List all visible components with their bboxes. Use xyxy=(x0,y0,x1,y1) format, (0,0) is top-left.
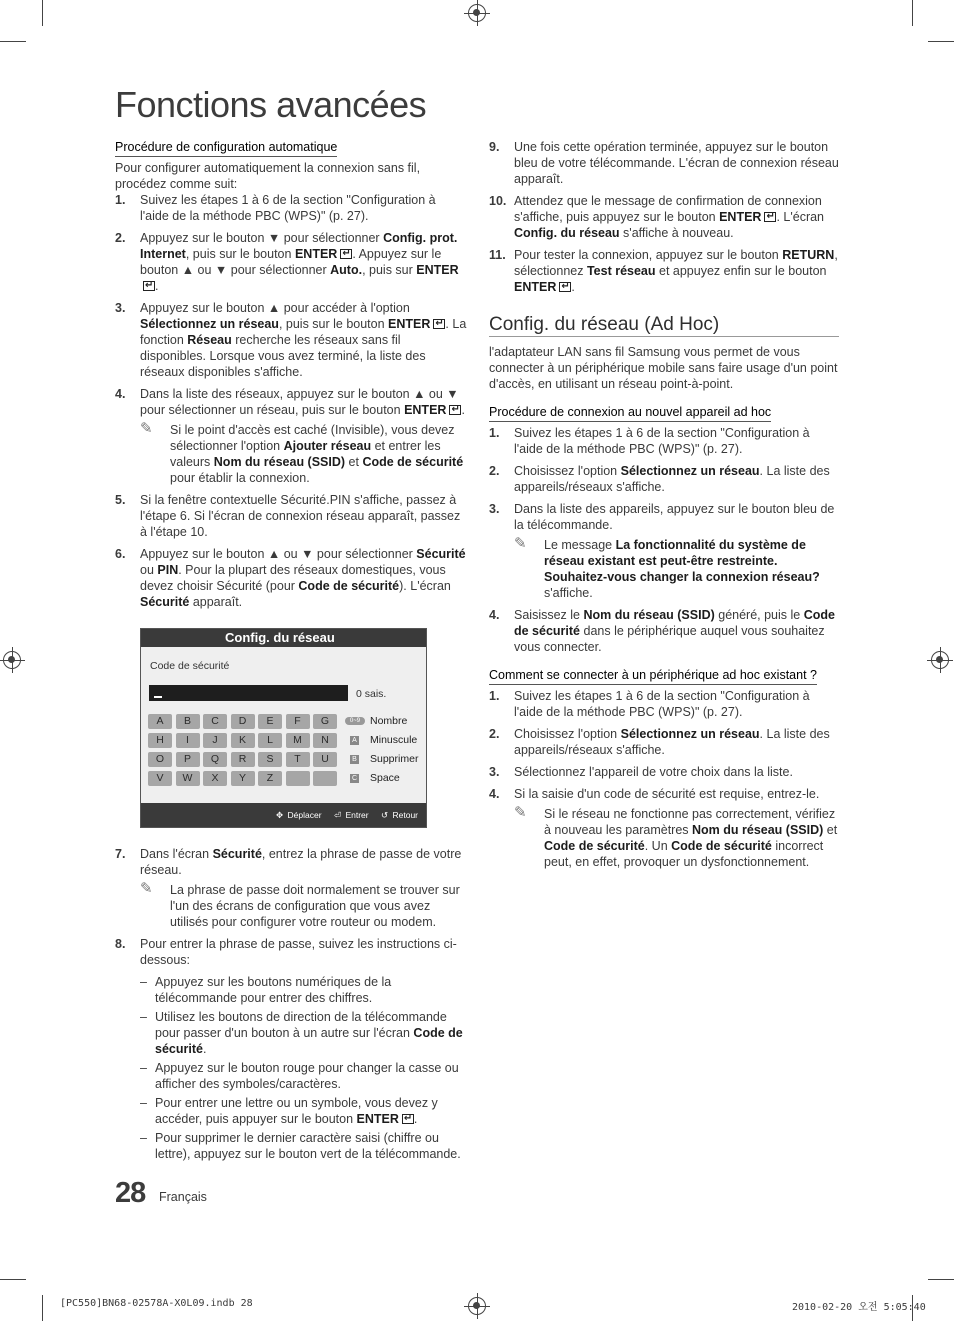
keyboard-key[interactable]: E xyxy=(258,714,282,729)
enter-icon: ⏎ xyxy=(333,810,342,820)
step-item xyxy=(115,386,467,486)
keyboard-key[interactable]: W xyxy=(176,771,200,786)
auto-config-intro: Pour configurer automatiquement la connexion sans fil, procédez comme suit: xyxy=(115,161,421,191)
footer-back: Retour xyxy=(392,810,418,820)
step-text: Suivez les étapes 1 à 6 de la section "Configuration à l'aide de la méthode PBC (WPS)" (p. 27). xyxy=(514,689,810,719)
dash-bullet: – xyxy=(140,975,147,989)
return-icon: ↺ xyxy=(380,810,389,820)
pencil-note-icon: ✎ xyxy=(514,535,527,552)
security-code-screen xyxy=(140,628,427,828)
keyboard-option[interactable] xyxy=(347,769,418,788)
auto-config-steps xyxy=(115,192,467,610)
keyboard-key[interactable]: R xyxy=(231,752,255,767)
instruction-item: – Utilisez les boutons de direction de la télécommande pour passer d'un bouton à un autre sur l'écran Code de sécurité. xyxy=(140,1010,463,1056)
step-text: Choisissez l'option Sélectionnez un réseau. La liste des appareils/réseaux s'affiche. xyxy=(514,464,830,494)
remote-button-icon: A xyxy=(350,736,359,745)
step-number: 3. xyxy=(489,502,500,516)
keyboard-option[interactable] xyxy=(347,750,418,769)
step-item xyxy=(489,764,839,780)
keyboard-key[interactable]: K xyxy=(231,733,255,748)
security-code-label: Code de sécurité xyxy=(150,660,230,672)
keyboard-key[interactable] xyxy=(286,771,310,786)
instruction-item: – Pour supprimer le dernier caractère saisi (chiffre ou lettre), appuyez sur le bouton vert de la télécommande. xyxy=(140,1131,461,1161)
step-item xyxy=(489,247,839,295)
step-item xyxy=(489,726,839,758)
move-icon: ✥ xyxy=(276,810,284,820)
crop-mark xyxy=(912,0,913,26)
keyboard-key[interactable]: N xyxy=(313,733,337,748)
step-number: 11. xyxy=(489,248,506,262)
remote-button-icon: C xyxy=(351,775,358,782)
step-item xyxy=(115,300,467,380)
dash-bullet: – xyxy=(140,1131,147,1145)
step-number: 8. xyxy=(115,937,126,951)
step-number: 2. xyxy=(489,727,500,741)
page-language: Français xyxy=(159,1190,207,1204)
passphrase-steps xyxy=(115,846,467,968)
step-text: Dans l'écran Sécurité, entrez la phrase de passe de votre réseau. xyxy=(140,847,462,877)
step-note: ✎ Si le réseau ne fonctionne pas correctement, vérifiez à nouveau les paramètres Nom du réseau (SSID) et Code de sécurité. Un Code de sécurité incorrect peut, en effet, provoquer un dysfonctionnement. xyxy=(514,804,838,869)
option-label: Supprimer xyxy=(370,753,419,765)
step-number: 2. xyxy=(115,231,126,245)
keyboard-option[interactable] xyxy=(347,712,418,731)
crop-mark xyxy=(0,41,26,42)
auto-config-heading: Procédure de configuration automatique xyxy=(115,139,337,157)
keyboard-key[interactable]: M xyxy=(286,733,310,748)
keyboard-key[interactable]: S xyxy=(258,752,282,767)
print-slug-right: 2010-02-20 오전 5:05:40 xyxy=(792,1302,926,1313)
step-item xyxy=(115,936,467,968)
keyboard-key[interactable]: U xyxy=(313,752,337,767)
instruction-item: – Appuyez sur les boutons numériques de la télécommande pour entrer des chiffres. xyxy=(140,975,392,1005)
step-item xyxy=(489,193,839,241)
remote-button-icon: B xyxy=(350,755,359,764)
pencil-note-icon: ✎ xyxy=(514,804,527,821)
option-label: Minuscule xyxy=(370,734,418,746)
step-number: 1. xyxy=(115,193,126,207)
step-text: Appuyez sur le bouton ▼ pour sélectionner Config. prot. Internet, puis sur le bouton ENTER↵ . Appuyez sur le bouton ▲ ou ▼ pour sélectionner Auto., puis sur ENTER↵. xyxy=(140,230,467,294)
keyboard-key[interactable]: Q xyxy=(203,752,227,767)
step-number: 5. xyxy=(115,493,126,507)
step-text: Saisissez le Nom du réseau (SSID) généré, puis le Code de sécurité dans le périphérique auquel vous souhaitez vous connecter. xyxy=(514,608,835,654)
step-number: 3. xyxy=(115,301,126,315)
keyboard-key[interactable]: P xyxy=(176,752,200,767)
keyboard-key[interactable] xyxy=(313,771,337,786)
keyboard-key[interactable]: Y xyxy=(231,771,255,786)
dash-bullet: – xyxy=(140,1061,147,1075)
step-text: Une fois cette opération terminée, appuyez sur le bouton bleu de votre télécommande. L'écran de connexion réseau apparaît. xyxy=(514,140,839,186)
step-text: Appuyez sur le bouton ▲ pour accéder à l'option Sélectionnez un réseau, puis sur le bouton ENTER↵ . La fonction Réseau recherche les réseaux sans fil disponibles. Lorsque vous avez terminé, la liste des réseaux disponibles s'affiche. xyxy=(140,300,467,380)
step-text: Dans la liste des réseaux, appuyez sur le bouton ▲ ou ▼ pour sélectionner un réseau, puis sur le bouton ENTER↵ . xyxy=(140,386,467,418)
keyboard-key[interactable]: V xyxy=(148,771,172,786)
dash-bullet: – xyxy=(140,1010,147,1024)
step-number: 4. xyxy=(489,787,500,801)
step-text: Sélectionnez l'appareil de votre choix dans la liste. xyxy=(514,765,793,779)
step-text: Dans la liste des appareils, appuyez sur le bouton bleu de la télécommande. xyxy=(514,502,835,532)
step-note: ✎ Le message La fonctionnalité du système de réseau existant est peut-être restreinte. Souhaitez-vous changer la connexion réseau? s'affiche. xyxy=(514,535,820,600)
step-text: Appuyez sur le bouton ▲ ou ▼ pour sélectionner Sécurité ou PIN. Pour la plupart des réseaux domestiques, vous devez choisir Sécurité (pour Code de sécurité). L'écran Sécurité apparaît. xyxy=(140,547,466,609)
remote-button-icon: 0~9 xyxy=(345,717,365,725)
pencil-note-icon: ✎ xyxy=(140,420,153,437)
step-number: 6. xyxy=(115,547,126,561)
print-slug-left: [PC550]BN68-02578A-X0L09.indb 28 xyxy=(60,1298,253,1309)
keyboard-key[interactable]: O xyxy=(148,752,172,767)
registration-mark-icon xyxy=(468,1297,486,1315)
step-item xyxy=(115,846,467,930)
left-column-lower xyxy=(115,846,467,1165)
keyboard-key[interactable]: X xyxy=(203,771,227,786)
screen-title: Config. du réseau xyxy=(141,629,426,647)
step-number: 3. xyxy=(489,765,500,779)
adhoc-section-title: Config. du réseau (Ad Hoc) xyxy=(489,317,839,337)
step-text: Pour entrer la phrase de passe, suivez les instructions ci-dessous: xyxy=(140,937,457,967)
footer-move: Déplacer xyxy=(287,810,322,820)
keyboard-key[interactable]: J xyxy=(203,733,227,748)
keyboard-key[interactable]: B xyxy=(176,714,200,729)
keyboard-key[interactable]: G xyxy=(313,714,337,729)
option-label: Space xyxy=(370,772,400,784)
page-title: Fonctions avancées xyxy=(115,84,427,125)
crop-mark xyxy=(928,1279,954,1280)
step-number: 9. xyxy=(489,140,500,154)
keyboard-key[interactable]: Z xyxy=(258,771,282,786)
step-number: 1. xyxy=(489,426,500,440)
footer-enter: Entrer xyxy=(345,810,369,820)
step-item xyxy=(489,425,839,457)
keyboard-key[interactable]: D xyxy=(231,714,255,729)
step-item xyxy=(489,501,839,601)
new-adhoc-heading: Procédure de connexion au nouvel appareil ad hoc xyxy=(489,404,771,422)
step-item xyxy=(115,192,467,224)
step-number: 10. xyxy=(489,194,507,208)
step-number: 2. xyxy=(489,464,500,478)
crop-mark xyxy=(928,41,954,42)
step-item xyxy=(115,230,467,294)
screen-footer xyxy=(141,803,426,827)
step-text: Choisissez l'option Sélectionnez un réseau. La liste des appareils/réseaux s'affiche. xyxy=(514,727,830,757)
new-adhoc-heading-wrap xyxy=(489,404,771,425)
crop-mark xyxy=(0,1279,26,1280)
adhoc-intro: l'adaptateur LAN sans fil Samsung vous permet de vous connecter à un périphérique mobile sans faire usage d'un point d'accès, en utilisant un réseau point-à-point. xyxy=(489,345,838,391)
crop-mark xyxy=(42,0,43,26)
registration-mark-icon xyxy=(468,4,486,22)
step-note: ✎ Si le point d'accès est caché (Invisible), vous devez sélectionner l'option Ajouter réseau et entrer les valeurs Nom du réseau (SSID) et Code de sécurité pour établir la connexion. xyxy=(140,420,464,485)
existing-adhoc-heading: Comment se connecter à un périphérique ad hoc existant ? xyxy=(489,667,817,685)
keyboard-key[interactable]: L xyxy=(258,733,282,748)
step-item xyxy=(489,607,839,655)
step-item xyxy=(489,786,839,870)
existing-adhoc-heading-wrap xyxy=(489,667,817,688)
step-text: Si la saisie d'un code de sécurité est requise, entrez-le. xyxy=(514,787,820,801)
finish-steps xyxy=(489,139,839,295)
on-screen-keyboard xyxy=(148,714,340,786)
char-count: 0 sais. xyxy=(356,688,387,700)
keyboard-key[interactable]: I xyxy=(176,733,200,748)
instruction-item: – Appuyez sur le bouton rouge pour changer la casse ou afficher des symboles/caractères. xyxy=(140,1061,459,1091)
text-cursor xyxy=(154,696,162,698)
step-text: Pour tester la connexion, appuyez sur le bouton RETURN, sélectionnez Test réseau et appuyez enfin sur le bouton ENTER↵ . xyxy=(514,247,839,295)
page-number: 28 xyxy=(115,1177,146,1209)
new-adhoc-steps xyxy=(489,425,839,655)
left-heading xyxy=(115,139,337,160)
step-text: Si la fenêtre contextuelle Sécurité.PIN s'affiche, passez à l'étape 6. Si l'écran de connexion réseau apparaît, passez à l'étape 10. xyxy=(140,493,461,539)
right-column xyxy=(489,139,839,876)
keyboard-options xyxy=(347,712,418,788)
pencil-note-icon: ✎ xyxy=(140,880,153,897)
keyboard-key[interactable]: T xyxy=(286,752,310,767)
keyboard-key[interactable]: C xyxy=(203,714,227,729)
step-number: 4. xyxy=(115,387,126,401)
keyboard-key[interactable]: F xyxy=(286,714,310,729)
registration-mark-icon xyxy=(931,651,949,669)
step-item xyxy=(115,492,467,540)
step-number: 7. xyxy=(115,847,126,861)
step-text: Attendez que le message de confirmation de connexion s'affiche, puis appuyez sur le bouton ENTER↵ . L'écran Config. du réseau s'affiche à nouveau. xyxy=(514,193,839,241)
keyboard-key[interactable]: A xyxy=(148,714,172,729)
instruction-item: – Pour entrer une lettre ou un symbole, vous devez y accéder, puis appuyer sur le bouton ENTER↵ . xyxy=(140,1095,467,1127)
dash-bullet: – xyxy=(140,1096,147,1110)
step-item xyxy=(489,463,839,495)
step-item xyxy=(115,546,467,610)
step-text: Suivez les étapes 1 à 6 de la section "Configuration à l'aide de la méthode PBC (WPS)" (p. 27). xyxy=(514,426,810,456)
keyboard-key[interactable]: H xyxy=(148,733,172,748)
step-item xyxy=(489,688,839,720)
crop-mark xyxy=(42,1295,43,1321)
step-number: 1. xyxy=(489,689,500,703)
registration-mark-icon xyxy=(3,651,21,669)
step-note: ✎ La phrase de passe doit normalement se trouver sur l'un des écrans de configuration que vous avez utilisés pour configurer votre routeur ou modem. xyxy=(140,880,460,929)
option-label: Nombre xyxy=(370,715,408,727)
step-item xyxy=(489,139,839,187)
left-column xyxy=(115,139,467,616)
existing-adhoc-steps xyxy=(489,688,839,870)
step-number: 4. xyxy=(489,608,500,622)
step-text: Suivez les étapes 1 à 6 de la section "Configuration à l'aide de la méthode PBC (WPS)" (p. 27). xyxy=(140,193,436,223)
passphrase-instructions xyxy=(115,974,467,1162)
keyboard-option[interactable] xyxy=(347,731,418,750)
security-code-input[interactable] xyxy=(149,685,348,701)
